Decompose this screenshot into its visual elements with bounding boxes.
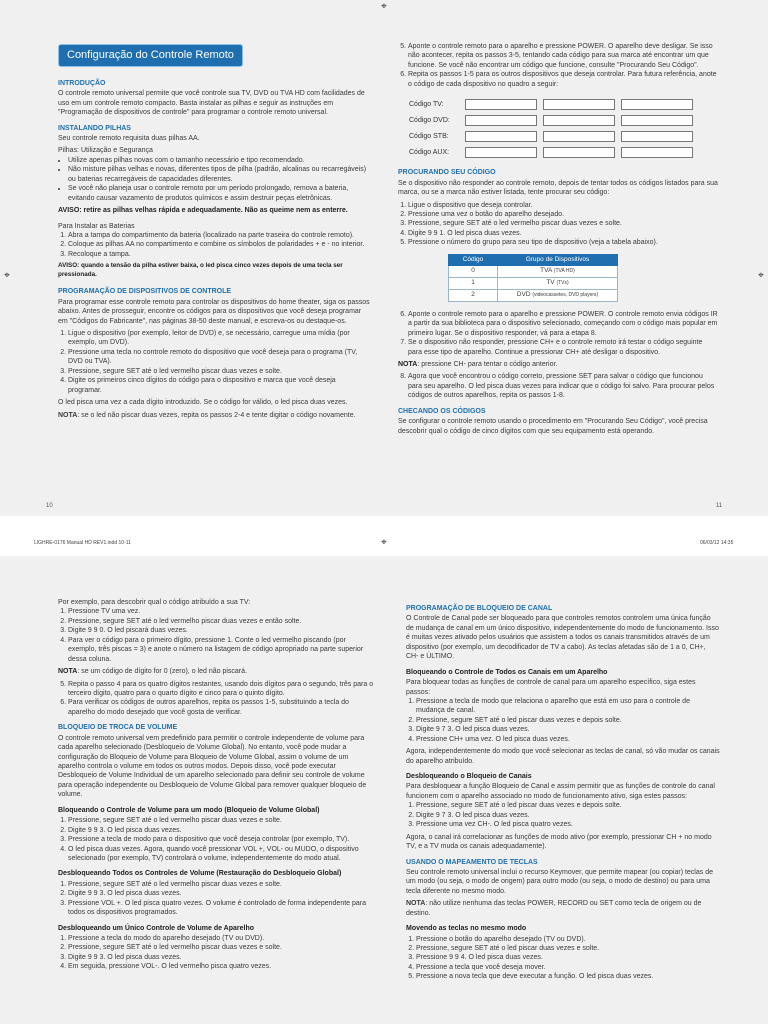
volume-lock-subheading: Bloqueando o Controle de Volume para um modo (Bloqueio de Volume Global): [58, 806, 320, 814]
batteries-warning: AVISO: retire as pilhas velhas rápida e adequadamente. Não as queime nem as enterre.: [58, 207, 348, 215]
group-detail: (TVs): [556, 280, 569, 287]
note-text: : pressione CH- para tentar o código anterior.: [417, 360, 558, 368]
list-item: 3. Pressione 9 9 4. O led pisca duas vezes.: [416, 953, 720, 962]
table-cell: 1: [449, 278, 498, 290]
list-item: 3. Pressione a tecla de modo para o dispositivo que você deseja controlar (por exemplo, TV).: [68, 835, 376, 844]
print-slug-filename: LIGHRE-0176 Manual HD REV1.indd 10-11: [34, 540, 131, 546]
batteries-bullets: [58, 156, 370, 203]
programming-text: Para programar esse controle remoto para controlar os dispositivos do home theater, siga os passos abaixo. Antes de prosseguir, encontre os códigos para os dispositivos que você deseja programar em "Códigos do Fabricante", nas páginas 38-50 deste manual, e escreva-os ou destaque-os.: [58, 298, 370, 325]
note-text: : se o led não piscar duas vezes, repita os passos 2-4 e tente digitar o código novamente.: [77, 411, 356, 419]
note-label: NOTA: [58, 668, 78, 676]
device-group-table: [448, 254, 618, 302]
check-heading: CHECANDO OS CÓDIGOS: [398, 407, 486, 415]
list-item: 1. Pressione, segure SET até o led piscar duas vezes e depois solte.: [416, 801, 720, 810]
steps-5-6: [398, 42, 718, 89]
note-label: NOTA: [398, 360, 418, 368]
group-name: TV: [546, 279, 555, 287]
bottom-left-column: [58, 598, 376, 975]
bottom-right-column: [406, 604, 720, 985]
list-item: 1. Abra a tampa do compartimento da bateria (localizado na parte traseira do controle remoto).: [68, 231, 370, 240]
list-item: 8. Agora que você encontrou o código correto, pressione SET para salvar o código que funcionou para seu aparelho. O led pisca duas vezes para indicar que o código foi salvo. Para procurar pelos códigos de outros aparelhos, repita os passos 1-8.: [408, 372, 718, 400]
search-text: Se o dispositivo não responder ao controle remoto, depois de tentar todos os códigos listados para sua marca, ou se a marca não estiver listada, tente procurar seu código:: [398, 179, 718, 197]
volume-lock-heading: BLOQUEIO DE TROCA DE VOLUME: [58, 724, 178, 732]
list-item: 4. O led pisca duas vezes. Agora, quando você pressionar VOL +, VOL- ou MUDO, o dispositivo selecionado (por exemplo, TV) controlará o volume, independentemente do modo atual.: [68, 845, 376, 864]
list-item: 4. Pressione a tecla que você deseja mover.: [416, 963, 720, 972]
code-box[interactable]: [621, 131, 693, 142]
channel-lock-subheading: Bloqueando o Controle de Todos os Canais em um Aparelho: [406, 668, 608, 676]
volume-unlock-all-subheading: Desbloqueando Todos os Controles de Volume (Restauração do Desbloqueio Global): [58, 870, 342, 878]
code-box[interactable]: [465, 99, 537, 110]
print-slug-date: 06/03/12 14:35: [700, 540, 734, 546]
code-box[interactable]: [465, 131, 537, 142]
list-item: • Não misture pilhas velhas e novas, diferentes tipos de pilha (padrão, alcalinas ou recarregáveis) ou baterias recarregáveis de capacidades diferentes.: [68, 165, 370, 184]
table-cell: [498, 266, 618, 278]
list-item: 2. Coloque as pilhas AA no compartimento e combine os símbolos de polaridades + e - no interior.: [68, 240, 370, 249]
list-item: 5. Pressione o número do grupo para seu tipo de dispositivo (veja a tabela abaixo).: [408, 238, 718, 247]
top-left-column: [58, 44, 370, 423]
list-item: 4. Para ver o código para o primeiro dígito, pressione 1. Conte o led vermelho piscando (por exemplo, três piscas = 3) e anote o número na listagem de código apropriado na parte superior dessa coluna.: [68, 636, 376, 664]
volume-unlock-all-steps: [58, 880, 376, 918]
key-mapping-heading: USANDO O MAPEAMENTO DE TECLAS: [406, 858, 538, 866]
volume-unlock-one-steps: [58, 934, 376, 972]
note-text: : não utilize nenhuma das teclas POWER, RECORD ou SET como tecla de origem ou de destino.: [406, 900, 702, 917]
list-item: 2. Digite 9 9 3. O led pisca duas vezes.: [68, 889, 376, 898]
list-item: 3. Pressione uma vez CH-. O led pisca quatro vezes.: [416, 820, 720, 829]
search-steps: [398, 201, 718, 248]
note-label: NOTA: [406, 900, 426, 908]
code-row-label: Código DVD:: [409, 116, 450, 124]
group-name: DVD: [516, 290, 531, 298]
bottom-spread: [0, 556, 768, 1024]
list-item: 1. Ligue o dispositivo que deseja controlar.: [408, 201, 718, 210]
key-mapping-text: Seu controle remoto universal inclui o recurso Keymover, que permite mapear (ou copiar) teclas de um modo (ou seja, o modo de origem) para outro modo (ou seja, o modo de destino) ou para uma tecla diferente no mesmo modo.: [406, 868, 713, 895]
list-item: 4. Digite os primeiros cinco dígitos do código para o dispositivo e marca que você deseja programar.: [68, 376, 370, 395]
intro-heading: INTRODUÇÃO: [58, 79, 106, 87]
volume-lock-text: O controle remoto universal vem predefinido para permitir o controle independente de volume para cada aparelho selecionado (Desbloqueio de Volume Global). No entanto, você pode mudar a configuração do Bloqueio de Volume para Bloqueio de Volume Global, assim o volume de um aparelho controla o volume em todos os outros modos. Depois disso, você pode executar Desbloqueio de Volume Individual de um aparelho selecionado para definir seu controle de volume para operação independente ou Desbloqueio de Volume Global para remover qualquer bloqueio de volume.: [58, 734, 367, 799]
batteries-heading: INSTALANDO PILHAS: [58, 124, 131, 132]
list-item: 1. Pressione, segure SET até o led vermelho piscar duas vezes e solte.: [68, 816, 376, 825]
key-mapping-note: [406, 899, 720, 918]
table-cell: 2: [449, 289, 498, 301]
note-label: NOTA: [58, 411, 78, 419]
table-row: [408, 114, 694, 127]
code-box[interactable]: [543, 147, 615, 158]
code-box[interactable]: [621, 147, 693, 158]
table-row: [408, 98, 694, 111]
list-item: 3. Pressione, segure SET até o led vermelho piscar duas vezes e solte.: [408, 219, 718, 228]
list-item: 3. Pressione VOL +. O led pisca quatro vezes. O volume é controlado de forma independente para todos os dispositivos programados.: [68, 899, 376, 918]
list-item: 1. Pressione TV uma vez.: [68, 607, 376, 616]
programming-note: [58, 411, 370, 420]
programming-steps: [58, 329, 370, 395]
list-item: 2. Pressione, segure SET até o led vermelho piscar duas vezes e solte.: [68, 943, 376, 952]
list-item: 1. Pressione, segure SET até o led vermelho piscar duas vezes e solte.: [68, 880, 376, 889]
install-warning: AVISO: quando a tensão da pilha estiver baixa, o led pisca cinco vezes depois de uma tecla ser pressionada.: [58, 262, 343, 278]
code-box[interactable]: [543, 99, 615, 110]
registration-mark-icon: ⌖: [381, 537, 387, 548]
registration-mark-icon: ⌖: [758, 270, 764, 281]
code-row-label: Código AUX:: [409, 148, 450, 156]
install-subheading: Para Instalar as Baterias: [58, 222, 135, 230]
top-right-column: [398, 42, 718, 439]
code-box[interactable]: [621, 99, 693, 110]
list-item: 6. Repita os passos 1-5 para os outros dispositivos que deseja controlar. Para futura referência, anote o código de cada dispositivo no quadro a seguir:: [408, 70, 718, 89]
search-steps-continued: [398, 310, 718, 357]
code-row-label: Código TV:: [409, 100, 444, 108]
channel-unlock-subheading: Desbloqueando o Bloqueio de Canais: [406, 773, 532, 780]
channel-lock-after: Agora, independentemente do modo que você selecionar as teclas de canal, só vão mudar os canais do aparelho atribuído.: [406, 748, 720, 765]
list-item: 5. Repita o passo 4 para os quatro dígitos restantes, usando dois dígitos para o segundo, três para o terceiro dígito, quatro para o quarto dígito e cinco para o quinto dígito.: [68, 680, 376, 699]
check-text: Se configurar o controle remoto usando o procedimento em "Procurando Seu Código", você precisa descobrir qual o código de cinco dígitos com que seu equipamento está operando.: [398, 418, 708, 435]
table-cell: [498, 278, 618, 290]
volume-lock-steps: [58, 816, 376, 863]
list-item: 1. Ligue o dispositivo (por exemplo, leitor de DVD) e, se necessário, carregue uma mídia (por exemplo, um DVD).: [68, 329, 370, 348]
channel-lock-heading: PROGRAMAÇÃO DE BLOQUEIO DE CANAL: [406, 605, 553, 612]
list-item: 4. Pressione CH+ uma vez. O led pisca duas vezes.: [416, 735, 720, 744]
list-item: 5. Aponte o controle remoto para o aparelho e pressione POWER. O aparelho deve desligar. Se isso não acontecer, repita os passos 3-5, tentando cada código para sua marca até encontrar um que funcione. Se você não encontrar um código que funcione, consulte "Procurando Seu Código".: [408, 42, 718, 70]
search-note: [398, 360, 718, 369]
table-header: Grupo de Dispositivos: [498, 254, 618, 266]
list-item: • Se você não planeja usar o controle remoto por um período prolongado, remova a bateria, evitando causar vazamento de produtos químicos e assim destruir peças eletrônicas.: [68, 184, 370, 203]
search-step-8: [398, 372, 718, 400]
channel-unlock-after: Agora, o canal irá correlacionar as funções de modo ativo (por exemplo, pressionar CH + no modo TV, e a TV muda os canais adequadamente).: [406, 833, 712, 851]
list-item: • Utilize apenas pilhas novas com o tamanho necessário e tipo recomendado.: [68, 156, 370, 165]
list-item: 1. Pressione a tecla de modo que relaciona o aparelho que está em uso para o controle de mudança de canal.: [416, 697, 720, 716]
section-title-badge: Configuração do Controle Remoto: [58, 44, 243, 67]
list-item: 2. Pressione, segure SET até o led piscar duas vezes e solte.: [416, 944, 720, 953]
example-steps-continued: [58, 680, 376, 718]
channel-lock-steps: [406, 697, 720, 744]
channel-unlock-steps: [406, 801, 720, 829]
example-note: [58, 667, 376, 676]
table-header: Código: [449, 254, 498, 266]
list-item: 2. Pressione uma vez o botão do aparelho desejado.: [408, 210, 718, 219]
list-item: 1. Pressione a tecla do modo do aparelho desejado (TV ou DVD).: [68, 934, 376, 943]
group-name: TVA: [540, 267, 552, 275]
table-row: [449, 278, 618, 290]
page-number-right: 11: [716, 503, 723, 509]
code-box[interactable]: [465, 115, 537, 126]
code-row-label: Código STB:: [409, 132, 449, 140]
code-box[interactable]: [543, 131, 615, 142]
list-item: 3. Recoloque a tampa.: [68, 250, 370, 259]
table-header-row: [449, 254, 618, 266]
list-item: 3. Pressione, segure SET até o led vermelho piscar duas vezes e solte.: [68, 367, 370, 376]
table-cell: 0: [449, 266, 498, 278]
registration-mark-icon: ⌖: [4, 270, 10, 281]
channel-lock-intro: Para bloquear todas as funções de controle de canal para um aparelho específico, siga estes passos:: [406, 679, 696, 696]
registration-mark-icon: ⌖: [381, 1, 387, 12]
move-keys-subheading: Movendo as teclas no mesmo modo: [406, 925, 527, 933]
channel-lock-text: O Controle de Canal pode ser bloqueado para que controles remotos controlem uma única função de mudança de canal em um único dispositivo, independentemente do modo de funcionamento. Isso é muitas vezes ativado pelos usuários que assistem a todos os canais transmitidos através de um dispositivo (por exemplo, um decodificador de TV a cabo). As teclas afetadas são de 1 a 0, CH+, CH- e ÚLTIMO.: [406, 615, 719, 661]
list-item: 7. Se o dispositivo não responder, pressione CH+ e o controle remoto irá testar o código seguinte para esse tipo de aparelho. Continue a pressionar CH+ até desligar o dispositivo.: [408, 338, 718, 357]
device-codes-table: [404, 95, 698, 162]
table-row: [449, 266, 618, 278]
group-detail: (videocassetes, DVD players): [532, 291, 599, 298]
list-item: 2. Pressione uma tecla no controle remoto do dispositivo que você deseja para o programa (TV, DVD ou TVA).: [68, 348, 370, 367]
search-heading: PROCURANDO SEU CÓDIGO: [398, 169, 496, 177]
list-item: 4. Digite 9 9 1. O led pisca duas vezes.: [408, 229, 718, 238]
table-row: [408, 146, 694, 159]
list-item: 4. Em seguida, pressione VOL-. O led vermelho pisca quatro vezes.: [68, 962, 376, 971]
move-keys-steps: [406, 935, 720, 982]
programming-heading: PROGRAMAÇÃO DE DISPOSITIVOS DE CONTROLE: [58, 288, 232, 296]
list-item: 6. Para verificar os códigos de outros aparelhos, repita os passos 1-5, substituindo a tecla do aparelho do modo desejado que você gosta de verificar.: [68, 698, 376, 717]
table-row: [408, 130, 694, 143]
list-item: 2. Digite 9 7 3. O led pisca duas vezes.: [416, 811, 720, 820]
batteries-subheading: Pilhas: Utilização e Segurança: [58, 147, 153, 155]
code-box[interactable]: [621, 115, 693, 126]
list-item: 5. Pressione a nova tecla que deve executar a função. O led pisca duas vezes.: [416, 972, 720, 981]
batteries-text: Seu controle remoto requisita duas pilhas AA.: [58, 135, 200, 143]
list-item: 3. Digite 9 9 3. O led pisca duas vezes.: [68, 953, 376, 962]
page-number-left: 10: [46, 503, 53, 509]
table-cell: [498, 289, 618, 301]
code-box[interactable]: [465, 147, 537, 158]
list-item: 3. Digite 9 9 0. O led piscará duas vezes.: [68, 626, 376, 635]
example-intro: Por exemplo, para descobrir qual o código atribuído a sua TV:: [58, 599, 251, 606]
code-box[interactable]: [543, 115, 615, 126]
table-row: [449, 289, 618, 301]
list-item: 1. Pressione o botão do aparelho desejado (TV ou DVD).: [416, 935, 720, 944]
list-item: 2. Pressione, segure SET até o led piscar duas vezes e depois solte.: [416, 716, 720, 725]
example-steps: [58, 607, 376, 664]
intro-text: O controle remoto universal permite que você controle sua TV, DVD ou TVA HD com facilidades de uso em um controle remoto compacto. Basta instalar as pilhas e seguir as instruções em "Programação de dispositivos de controle" para programar o controle remoto universal.: [58, 90, 365, 117]
install-steps: [58, 231, 370, 259]
list-item: 3. Digite 9 7 3. O led pisca duas vezes.: [416, 725, 720, 734]
list-item: 6. Aponte o controle remoto para o aparelho e pressione POWER. O controle remoto envia códigos IR a partir da sua biblioteca para o dispositivo selecionado, começando com o código mais popular em primeiro lugar. Se o dispositivo responder, vá para a etapa 8.: [408, 310, 718, 338]
list-item: 2. Digite 9 9 3. O led pisca duas vezes.: [68, 826, 376, 835]
group-detail: (TVA HD): [553, 268, 575, 275]
programming-after: O led pisca uma vez a cada dígito introduzido. Se o código for válido, o led pisca duas vezes.: [58, 399, 348, 407]
channel-unlock-intro: Para desbloquear a função Bloqueio de Canal e assim permitir que as funções de controle do canal funcionem com o aparelho associado no modo de funcionamento ativo, siga estes passos:: [406, 783, 715, 800]
list-item: 2. Pressione, segure SET até o led vermelho piscar duas vezes e então solte.: [68, 617, 376, 626]
volume-unlock-one-subheading: Desbloqueando um Único Controle de Volume de Aparelho: [58, 924, 255, 932]
note-text: : se um código de dígito for 0 (zero), o led não piscará.: [77, 668, 247, 676]
